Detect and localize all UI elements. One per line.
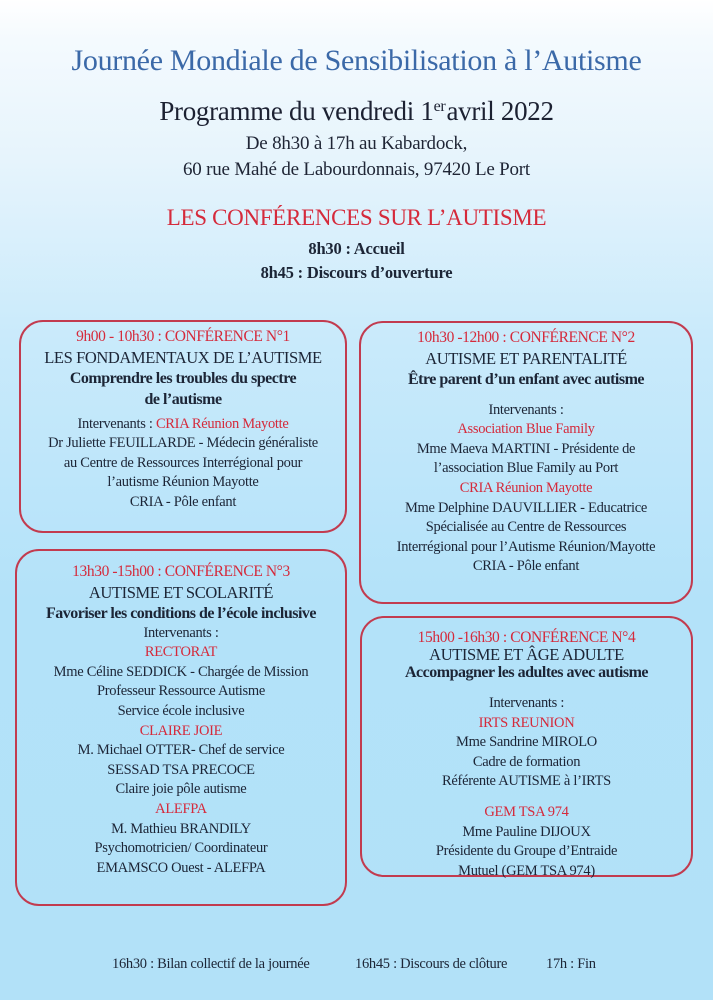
speaker-detail: au Centre de Ressources Interrégional pour (63, 454, 303, 471)
section-title: LES CONFÉRENCES SUR L’AUTISME (166, 205, 547, 230)
conference-subtitle: Être parent d’un enfant avec autisme (407, 370, 645, 388)
conference-topic: AUTISME ET PARENTALITÉ (425, 348, 627, 368)
speaker-detail: Interrégional pour l’Autisme Réunion/Mayotte (396, 538, 656, 555)
speaker-detail: Dr Juliette FEUILLARDE - Médecin généraliste (48, 435, 318, 452)
organization-name: CRIA Réunion Mayotte (459, 479, 593, 496)
speaker-detail: Service école inclusive (117, 702, 245, 719)
conference-subtitle: Favoriser les conditions de l’école inclusive (45, 604, 317, 622)
subtitle-text: Programme du vendredi 1 (159, 96, 434, 126)
speakers-line (21, 415, 345, 435)
organization-name: IRTS REUNION (478, 714, 575, 731)
page-title: Journée Mondiale de Sensibilisation à l’Autisme (71, 44, 642, 77)
speakers-label: Intervenants : (488, 401, 564, 418)
conference-subtitle: Accompagner les adultes avec autisme (405, 664, 648, 681)
speaker-detail: Mme Céline SEDDICK - Chargée de Mission (53, 663, 309, 680)
speaker-detail: M. Mathieu BRANDILY (111, 820, 251, 837)
ordinal-suffix: er (433, 98, 446, 115)
conference-topic: AUTISME ET ÂGE ADULTE (429, 645, 624, 664)
conference-topic: LES FONDAMENTAUX DE L’AUTISME (44, 347, 322, 367)
speaker-detail: Mme Maeva MARTINI - Présidente de (416, 440, 636, 457)
conference-header: 9h00 - 10h30 : CONFÉRENCE N°1 (76, 328, 290, 345)
speaker-detail: Spécialisée au Centre de Ressources (425, 519, 627, 536)
speaker-detail: Présidente du Groupe d’Entraide (435, 843, 618, 860)
speaker-detail: Claire joie pôle autisme (115, 781, 247, 798)
speakers-label: Intervenants : (77, 415, 153, 432)
schedule-opening: 8h45 : Discours d’ouverture (260, 263, 453, 282)
organization-name: GEM TSA 974 (484, 803, 569, 820)
conference-header: 15h00 -16h30 : CONFÉRENCE N°4 (417, 629, 636, 646)
conference-subtitle: Comprendre les troubles du spectre (69, 369, 297, 387)
speaker-detail: CRIA - Pôle enfant (472, 558, 580, 575)
organization-name: Association Blue Family (457, 421, 595, 438)
footer-summary: 16h30 : Bilan collectif de la journée (112, 956, 310, 972)
organization-name: CLAIRE JOIE (139, 722, 223, 739)
conference-card-2 (359, 321, 693, 604)
organization-name: ALEFPA (155, 800, 207, 817)
program-date (0, 96, 713, 127)
speaker-detail: SESSAD TSA PRECOCE (107, 761, 255, 778)
speaker-detail: Psychomotricien/ Coordinateur (94, 840, 268, 857)
conference-card-4 (360, 616, 693, 877)
conference-topic: AUTISME ET SCOLARITÉ (88, 582, 274, 602)
speaker-detail: Référente AUTISME à l’IRTS (442, 773, 611, 790)
speaker-detail: Cadre de formation (472, 753, 581, 770)
organization-name: CRIA Réunion Mayotte (155, 415, 289, 432)
speaker-detail: EMAMSCO Ouest - ALEFPA (96, 859, 266, 876)
speakers-label: Intervenants : (488, 695, 565, 711)
conference-header: 10h30 -12h00 : CONFÉRENCE N°2 (417, 329, 635, 346)
conference-header: 13h30 -15h00 : CONFÉRENCE N°3 (72, 563, 290, 580)
organization-name: RECTORAT (144, 644, 218, 661)
subtitle-text-end: avril 2022 (446, 96, 554, 126)
location-address: 60 rue Mahé de Labourdonnais, 97420 Le Port (182, 159, 531, 180)
conference-card-3 (15, 549, 347, 906)
speaker-detail: l’association Blue Family au Port (433, 460, 619, 477)
schedule-welcome: 8h30 : Accueil (308, 239, 405, 258)
speaker-detail: Mme Delphine DAUVILLIER - Educatrice (404, 499, 648, 516)
conference-card-1 (19, 320, 347, 533)
speaker-detail: M. Michael OTTER- Chef de service (77, 742, 285, 759)
speaker-detail: Mme Sandrine MIROLO (456, 734, 597, 751)
conference-subtitle: de l’autisme (144, 390, 222, 408)
speaker-detail: l’autisme Réunion Mayotte (107, 474, 259, 491)
speakers-label: Intervenants : (143, 624, 219, 641)
location-hours: De 8h30 à 17h au Kabardock, (245, 133, 468, 154)
footer-closing: 16h45 : Discours de clôture (355, 956, 508, 972)
speaker-detail: Mme Pauline DIJOUX (462, 823, 591, 840)
speaker-detail: CRIA - Pôle enfant (129, 493, 237, 510)
footer-end: 17h : Fin (546, 956, 596, 972)
speaker-detail: Mutuel (GEM TSA 974) (458, 862, 595, 879)
speaker-detail: Professeur Ressource Autisme (97, 683, 265, 700)
